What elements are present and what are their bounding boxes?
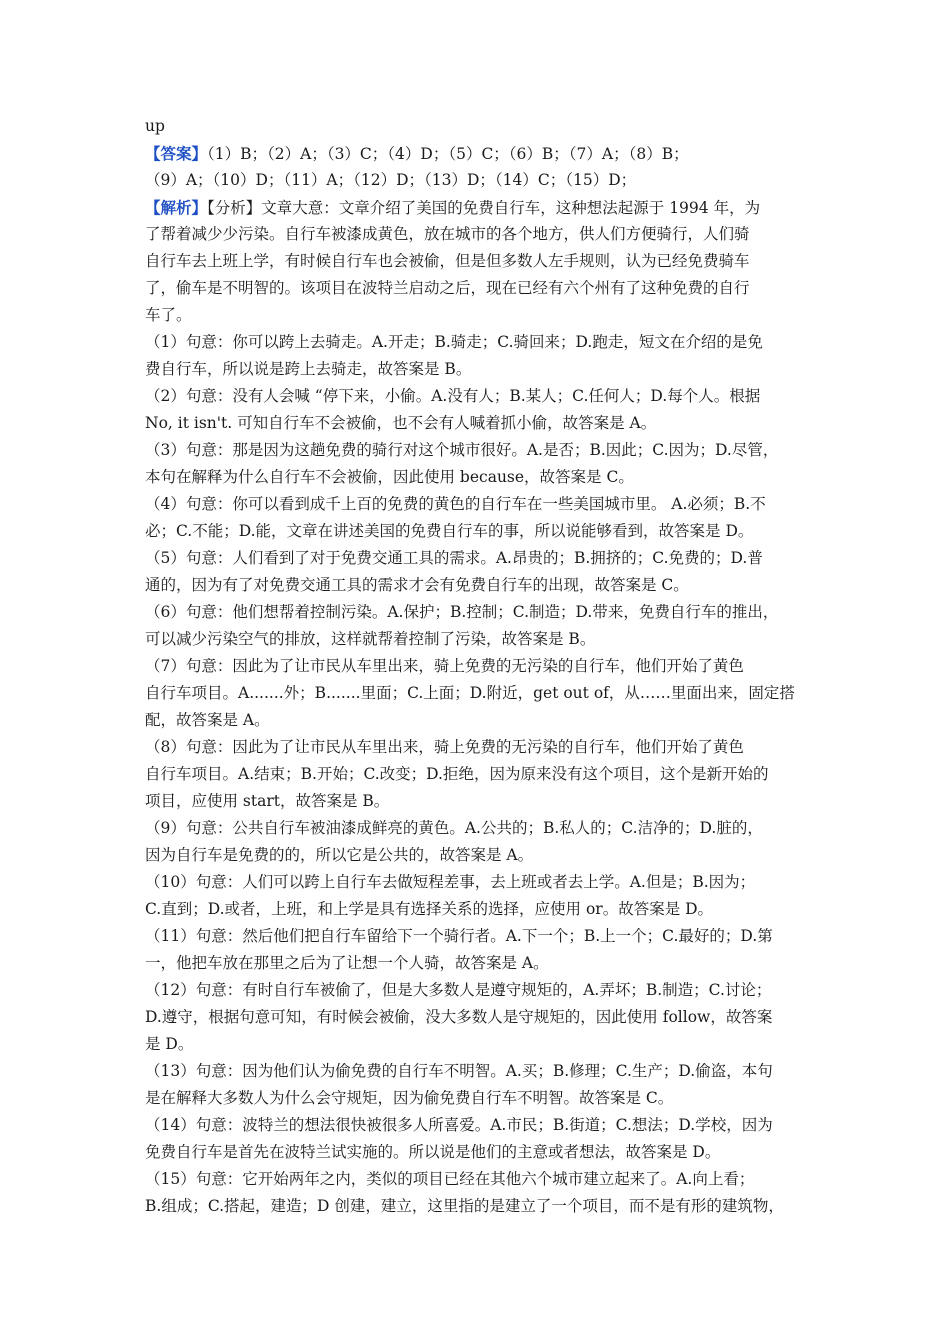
answer-text-1: （1）B；（2）A；（3）C；（4）D；（5）C；（6）B；（7）A；（8）B； bbox=[207, 145, 689, 163]
analysis-intro-line bbox=[145, 275, 815, 302]
analysis-intro-line bbox=[145, 221, 815, 248]
analysis-item-line: 通的，因为有了对免费交通工具的需求才会有免费自行车的出现，故答案是 C。 bbox=[145, 576, 689, 594]
analysis-item-line: （4）句意：你可以看到成千上百的免费的黄色的自行车在一些美国城市里。 A.必须；B.不 bbox=[145, 495, 766, 513]
analysis-item-line: 是在解释大多数人为什么会守规矩，因为偷免费自行车不明智。故答案是 C。 bbox=[145, 1089, 674, 1107]
analysis-item-line: （11）句意：然后他们把自行车留给下一个骑行者。A.下一个；B.上一个；C.最好的；D.第 bbox=[145, 927, 773, 945]
analysis-intro-text: 【分析】文章大意：文章介绍了美国的免费自行车，这种想法起源于 1994 年，为 bbox=[207, 199, 761, 217]
analysis-intro-text: 了，偷车是不明智的。该项目在波特兰启动之后，现在已经有六个州有了这种免费的自行 bbox=[145, 279, 750, 297]
analysis-item-line: （7）句意：因此为了让市民从车里出来，骑上免费的无污染的自行车，他们开始了黄色 bbox=[145, 657, 744, 675]
analysis-item-line: （8）句意：因此为了让市民从车里出来，骑上免费的无污染的自行车，他们开始了黄色 bbox=[145, 738, 744, 756]
analysis-item-line: （14）句意：波特兰的想法很快被很多人所喜爱。A.市民；B.街道；C.想法；D.学校，因为 bbox=[145, 1116, 773, 1134]
analysis-item-line: 一，他把车放在那里之后为了让想一个人骑，故答案是 A。 bbox=[145, 954, 549, 972]
analysis-item-line: 因为自行车是免费的的，所以它是公共的，故答案是 A。 bbox=[145, 846, 534, 864]
analysis-item bbox=[145, 653, 815, 734]
analysis-item bbox=[145, 599, 815, 653]
analysis-item-line: 必；C.不能；D.能，文章在讲述美国的免费自行车的事，所以说能够看到，故答案是 D。 bbox=[145, 522, 754, 540]
analysis-item-line: （15）句意：它开始两年之内，类似的项目已经在其他六个城市建立起来了。A.向上看； bbox=[145, 1170, 755, 1188]
analysis-item-line: 是 D。 bbox=[145, 1035, 194, 1053]
analysis-item-line: （1）句意：你可以跨上去骑走。A.开走；B.骑走；C.骑回来；D.跑走，短文在介绍的是免 bbox=[145, 333, 763, 351]
analysis-item-line: 项目，应使用 start，故答案是 B。 bbox=[145, 792, 390, 810]
analysis-item-line: （2）句意：没有人会喊 “停下来，小偷。A.没有人；B.某人；C.任何人；D.每个人。根据 bbox=[145, 387, 761, 405]
analysis-item bbox=[145, 1058, 815, 1112]
analysis-item-line: （12）句意：有时自行车被偷了，但是大多数人是遵守规矩的，A.弄坏；B.制造；C.讨论； bbox=[145, 981, 772, 999]
analysis-item-line: 可以减少污染空气的排放，这样就帮着控制了污染，故答案是 B。 bbox=[145, 630, 596, 648]
analysis-item-line: 免费自行车是首先在波特兰试实施的。所以说是他们的主意或者想法，故答案是 D。 bbox=[145, 1143, 721, 1161]
analysis-item-line: （9）句意：公共自行车被油漆成鲜亮的黄色。A.公共的；B.私人的；C.洁净的；D.脏的， bbox=[145, 819, 763, 837]
analysis-intro-line bbox=[145, 248, 815, 275]
analysis-item bbox=[145, 869, 815, 923]
analysis-item-line: 本句在解释为什么自行车不会被偷，因此使用 because，故答案是 C。 bbox=[145, 468, 634, 486]
analysis-item bbox=[145, 815, 815, 869]
analysis-item-line: 自行车项目。A.......外；B.......里面；C.上面；D.附近，get out of，从……里面出来，固定搭 bbox=[145, 684, 795, 702]
analysis-intro-line bbox=[145, 302, 815, 329]
analysis-label: 【解析】 bbox=[145, 198, 208, 217]
analysis-item-line: （13）句意：因为他们认为偷免费的自行车不明智。A.买；B.修理；C.生产；D.偷盗，本句 bbox=[145, 1062, 773, 1080]
answer-line-2: （9）A；（10）D；（11）A；（12）D；（13）D；（14）C；（15）D； bbox=[145, 171, 637, 189]
analysis-item bbox=[145, 437, 815, 491]
document-body bbox=[145, 113, 815, 1220]
analysis-intro-text: 车了。 bbox=[145, 306, 192, 324]
analysis-item-line: 配，故答案是 A。 bbox=[145, 711, 270, 729]
analysis-intro-text: 了帮着减少少污染。自行车被漆成黄色，放在城市的各个地方，供人们方便骑行，人们骑 bbox=[145, 225, 750, 243]
analysis-item bbox=[145, 1166, 815, 1220]
analysis-item-line: 自行车项目。A.结束；B.开始；C.改变；D.拒绝，因为原来没有这个项目，这个是新开始的 bbox=[145, 765, 769, 783]
analysis-intro-text: 自行车去上班上学，有时候自行车也会被偷，但是但多数人左手规则，认为已经免费骑车 bbox=[145, 252, 750, 270]
analysis-item bbox=[145, 977, 815, 1058]
analysis-item-line: D.遵守，根据句意可知，有时候会被偷，没大多数人是守规矩的，因此使用 follow，故答案 bbox=[145, 1008, 773, 1026]
header-fragment: up bbox=[145, 117, 165, 135]
analysis-item bbox=[145, 1112, 815, 1166]
analysis-item-line: B.组成；C.搭起，建造；D 创建，建立，这里指的是建立了一个项目，而不是有形的建筑物， bbox=[145, 1197, 784, 1215]
analysis-intro-line bbox=[145, 194, 815, 221]
analysis-item-line: 费自行车，所以说是跨上去骑走，故答案是 B。 bbox=[145, 360, 472, 378]
analysis-item bbox=[145, 734, 815, 815]
analysis-section bbox=[145, 194, 815, 1220]
analysis-item-line: （10）句意：人们可以跨上自行车去做短程差事，去上班或者去上学。A.但是；B.因为； bbox=[145, 873, 756, 891]
analysis-item-line: C.直到；D.或者，上班，和上学是具有选择关系的选择，应使用 or。故答案是 D。 bbox=[145, 900, 714, 918]
analysis-item-line: No, it isn't. 可知自行车不会被偷，也不会有人喊着抓小偷，故答案是 A。 bbox=[145, 414, 657, 432]
answer-label: 【答案】 bbox=[145, 144, 208, 163]
analysis-item bbox=[145, 923, 815, 977]
analysis-item bbox=[145, 329, 815, 383]
analysis-item-line: （3）句意：那是因为这趟免费的骑行对这个城市很好。A.是否；B.因此；C.因为；D.尽管， bbox=[145, 441, 779, 459]
analysis-item bbox=[145, 545, 815, 599]
answer-line-1 bbox=[145, 140, 815, 167]
analysis-item-line: （6）句意：他们想帮着控制污染。A.保护；B.控制；C.制造；D.带来，免费自行车的推出， bbox=[145, 603, 779, 621]
analysis-item-line: （5）句意：人们看到了对于免费交通工具的需求。A.昂贵的；B.拥挤的；C.免费的；D.普 bbox=[145, 549, 763, 567]
analysis-item bbox=[145, 491, 815, 545]
analysis-item bbox=[145, 383, 815, 437]
